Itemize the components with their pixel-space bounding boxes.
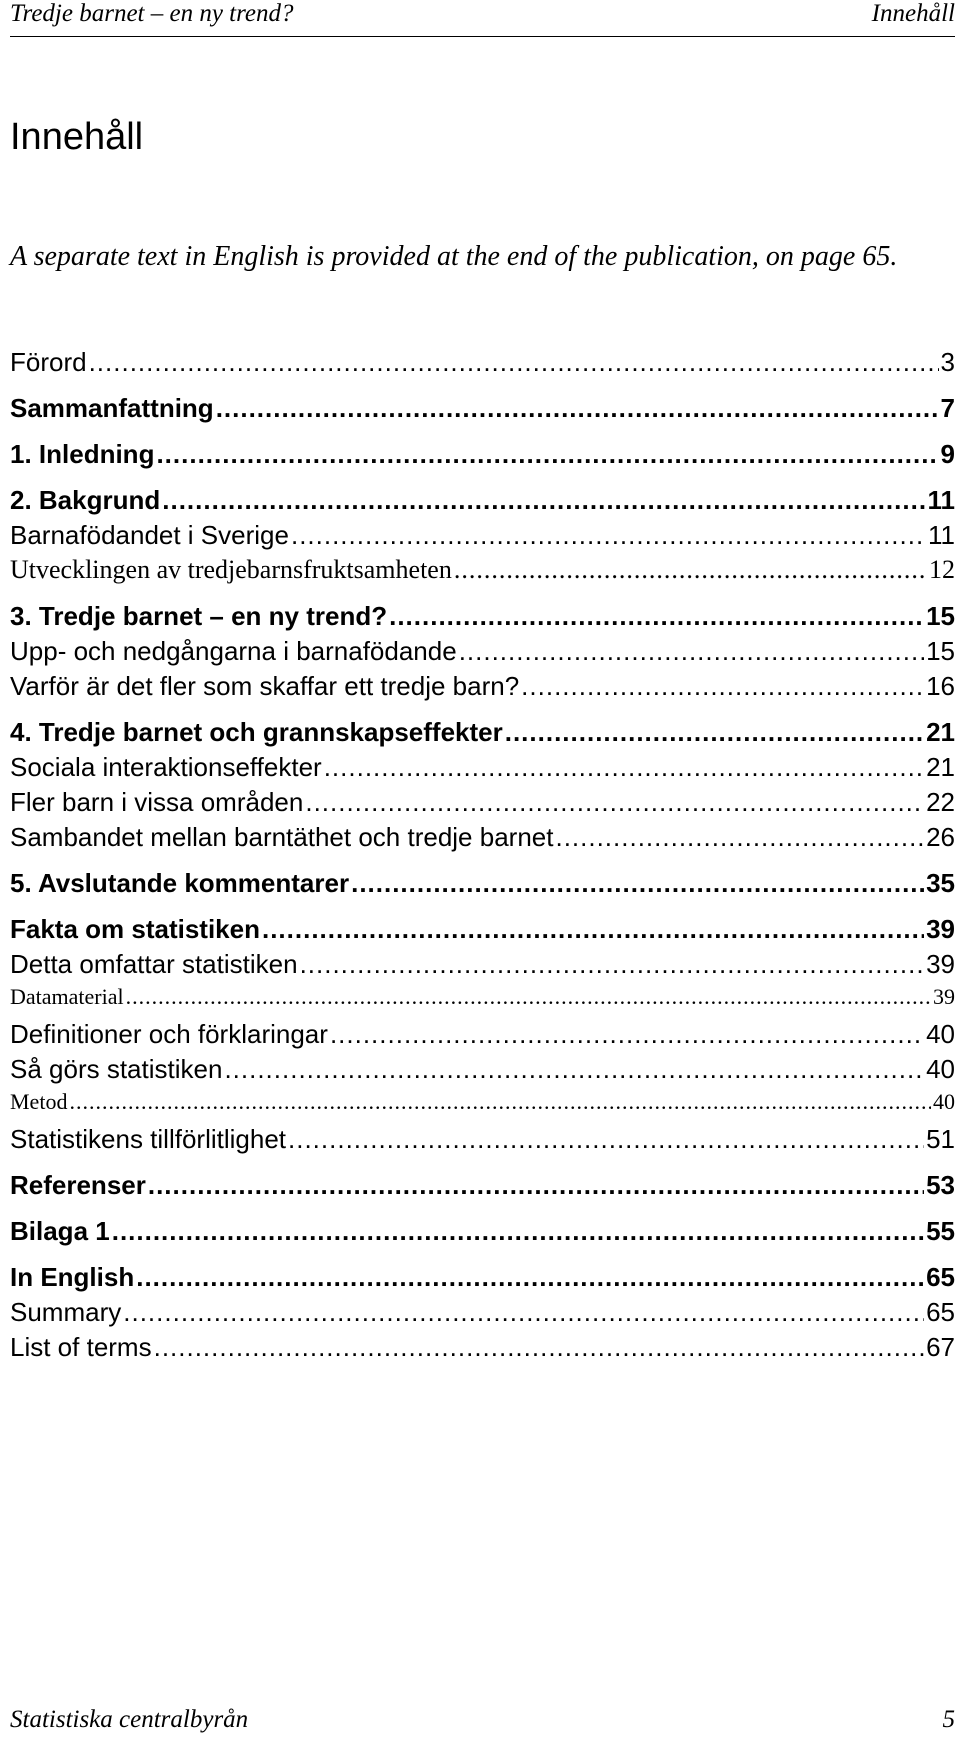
toc-entry[interactable]	[10, 787, 955, 818]
toc-entry-page: 40	[926, 1054, 955, 1084]
toc-entry[interactable]	[10, 914, 955, 945]
toc-entry-title: Datamaterial	[10, 984, 124, 1009]
dot-leader	[291, 520, 926, 551]
toc-entry-title: Metod	[10, 1089, 68, 1114]
toc-entry-title: In English	[10, 1262, 135, 1292]
toc-entry[interactable]	[10, 347, 955, 378]
toc-entry-title: 3. Tredje barnet – en ny trend?	[10, 601, 388, 631]
english-notice: A separate text in English is provided at the end of the publication, on page 65.	[10, 241, 898, 272]
header-section-title: Innehåll	[871, 0, 955, 27]
dot-leader	[154, 1332, 924, 1363]
toc-entry[interactable]	[10, 1262, 955, 1293]
page-title: Innehåll	[10, 116, 144, 158]
toc-entry-title: Statistikens tillförlitlighet	[10, 1124, 286, 1154]
toc-entry-title: Sammanfattning	[10, 393, 214, 423]
toc-entry-title: Bilaga 1	[10, 1216, 110, 1246]
toc-entry-page: 55	[926, 1216, 955, 1246]
header-publication-title: Tredje barnet – en ny trend?	[10, 0, 294, 27]
footer-publisher: Statistiska centralbyrån	[10, 1706, 249, 1733]
toc-entry-page: 15	[926, 601, 955, 631]
dot-leader	[288, 1124, 924, 1155]
toc-entry[interactable]	[10, 1089, 955, 1115]
toc-entry-title: Fler barn i vissa områden	[10, 787, 304, 817]
toc-entry-page: 67	[926, 1332, 955, 1362]
toc-entry-title: Så görs statistiken	[10, 1054, 223, 1084]
toc-entry[interactable]	[10, 601, 955, 632]
dot-leader	[216, 393, 939, 424]
dot-leader	[69, 1089, 931, 1115]
toc-entry-page: 11	[927, 485, 955, 515]
toc-entry[interactable]	[10, 636, 955, 667]
toc-entry[interactable]	[10, 555, 955, 585]
toc-entry-title: List of terms	[10, 1332, 152, 1362]
toc-entry[interactable]	[10, 822, 955, 853]
toc-entry-title: Sambandet mellan barntäthet och tredje barnet	[10, 822, 554, 852]
dot-leader	[123, 1297, 924, 1328]
toc-entry-title: Definitioner och förklaringar	[10, 1019, 328, 1049]
toc-entry-title: Referenser	[10, 1170, 146, 1200]
toc-entry[interactable]	[10, 1054, 955, 1085]
toc-entry[interactable]	[10, 752, 955, 783]
dot-leader	[162, 485, 925, 516]
dot-leader	[112, 1216, 924, 1247]
toc-entry-title: Sociala interaktionseffekter	[10, 752, 322, 782]
toc-entry-title: Förord	[10, 347, 87, 377]
toc-entry-page: 40	[933, 1089, 955, 1114]
toc-entry[interactable]	[10, 1216, 955, 1247]
toc-entry[interactable]	[10, 1124, 955, 1155]
toc-entry-page: 21	[926, 752, 955, 782]
toc-entry[interactable]	[10, 1332, 955, 1363]
toc-entry-page: 11	[928, 520, 955, 550]
running-header	[10, 0, 955, 37]
toc-entry-page: 7	[940, 393, 955, 423]
dot-leader	[351, 868, 924, 899]
toc-entry-page: 21	[926, 717, 955, 747]
toc-entry-page: 3	[940, 347, 955, 377]
dot-leader	[224, 1054, 924, 1085]
toc-entry[interactable]	[10, 949, 955, 980]
toc-entry[interactable]	[10, 1019, 955, 1050]
toc-entry-title: Summary	[10, 1297, 122, 1327]
dot-leader	[148, 1170, 924, 1201]
toc-entry-page: 22	[926, 787, 955, 817]
toc-entry-title: 1. Inledning	[10, 439, 155, 469]
toc-entry-title: Utvecklingen av tredjebarnsfruktsamheten	[10, 555, 452, 584]
toc-entry-title: 2. Bakgrund	[10, 485, 161, 515]
running-footer	[10, 1706, 955, 1734]
dot-leader	[305, 787, 924, 818]
dot-leader	[300, 949, 925, 980]
toc-entry-title: Upp- och nedgångarna i barnafödande	[10, 636, 457, 666]
toc-entry-page: 53	[926, 1170, 955, 1200]
toc-entry-title: Barnafödandet i Sverige	[10, 520, 289, 550]
toc-entry-page: 16	[926, 671, 955, 701]
dot-leader	[459, 636, 924, 667]
toc-entry-page: 35	[926, 868, 955, 898]
dot-leader	[521, 671, 924, 702]
dot-leader	[555, 822, 924, 853]
toc-entry-page: 39	[926, 914, 955, 944]
toc-entry[interactable]	[10, 485, 955, 516]
dot-leader	[156, 439, 938, 470]
toc-entry-page: 26	[926, 822, 955, 852]
toc-entry-title: 4. Tredje barnet och grannskapseffekter	[10, 717, 503, 747]
toc-entry-page: 65	[926, 1297, 955, 1327]
toc-entry-page: 15	[926, 636, 955, 666]
toc-entry[interactable]	[10, 984, 955, 1010]
toc-entry[interactable]	[10, 717, 955, 748]
toc-entry[interactable]	[10, 671, 955, 702]
toc-entry-title: Detta omfattar statistiken	[10, 949, 298, 979]
toc-entry[interactable]	[10, 868, 955, 899]
toc-entry-page: 39	[933, 984, 955, 1009]
dot-leader	[262, 914, 924, 945]
toc-entry[interactable]	[10, 393, 955, 424]
page-number: 5	[942, 1706, 955, 1733]
toc-entry-page: 65	[926, 1262, 955, 1292]
dot-leader	[389, 601, 924, 632]
dot-leader	[324, 752, 924, 783]
toc-entry-page: 51	[926, 1124, 955, 1154]
toc-entry-page: 9	[940, 439, 955, 469]
toc-entry-title: 5. Avslutande kommentarer	[10, 868, 350, 898]
toc-entry-page: 40	[926, 1019, 955, 1049]
dot-leader	[454, 555, 927, 585]
toc-entry-page: 12	[929, 555, 955, 584]
dot-leader	[505, 717, 924, 748]
toc-entry-title: Fakta om statistiken	[10, 914, 260, 944]
toc-entry[interactable]	[10, 439, 955, 470]
dot-leader	[126, 984, 931, 1010]
toc-entry[interactable]	[10, 1170, 955, 1201]
dot-leader	[89, 347, 939, 378]
dot-leader	[330, 1019, 924, 1050]
toc-entry-page: 39	[926, 949, 955, 979]
dot-leader	[136, 1262, 924, 1293]
toc-entry-title: Varför är det fler som skaffar ett tredje barn?	[10, 671, 520, 701]
toc-entry[interactable]	[10, 520, 955, 551]
toc-entry[interactable]	[10, 1297, 955, 1328]
